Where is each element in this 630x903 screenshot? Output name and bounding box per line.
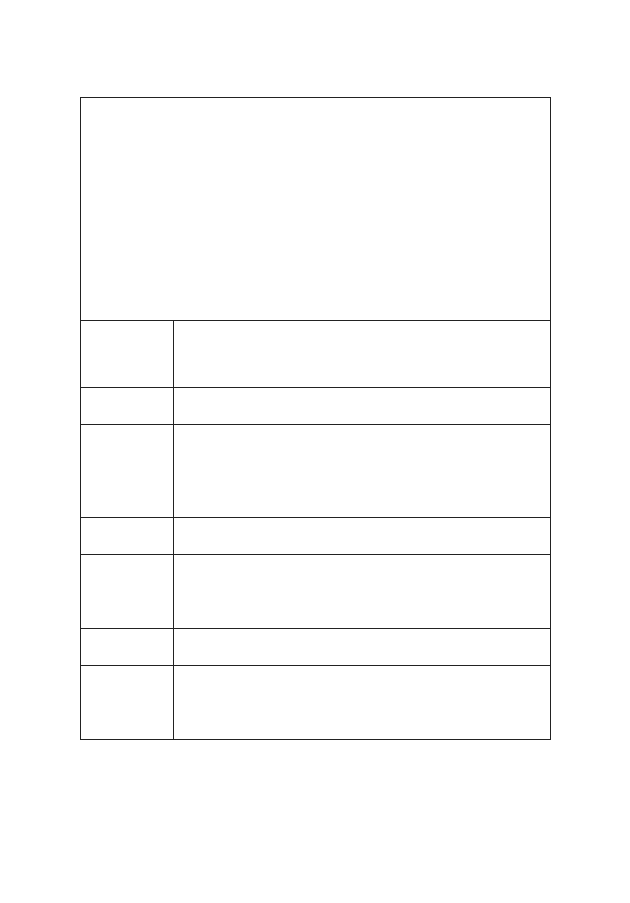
- application-form: [80, 97, 551, 740]
- column-divider: [173, 320, 174, 739]
- purpose-label: [81, 425, 173, 517]
- facility-label: [81, 388, 173, 424]
- responsible-person-label: [81, 629, 173, 665]
- people-count-label: [81, 518, 173, 554]
- other-requirements-label: [81, 555, 173, 628]
- remarks-label: [81, 666, 173, 739]
- datetime-label: [81, 321, 173, 387]
